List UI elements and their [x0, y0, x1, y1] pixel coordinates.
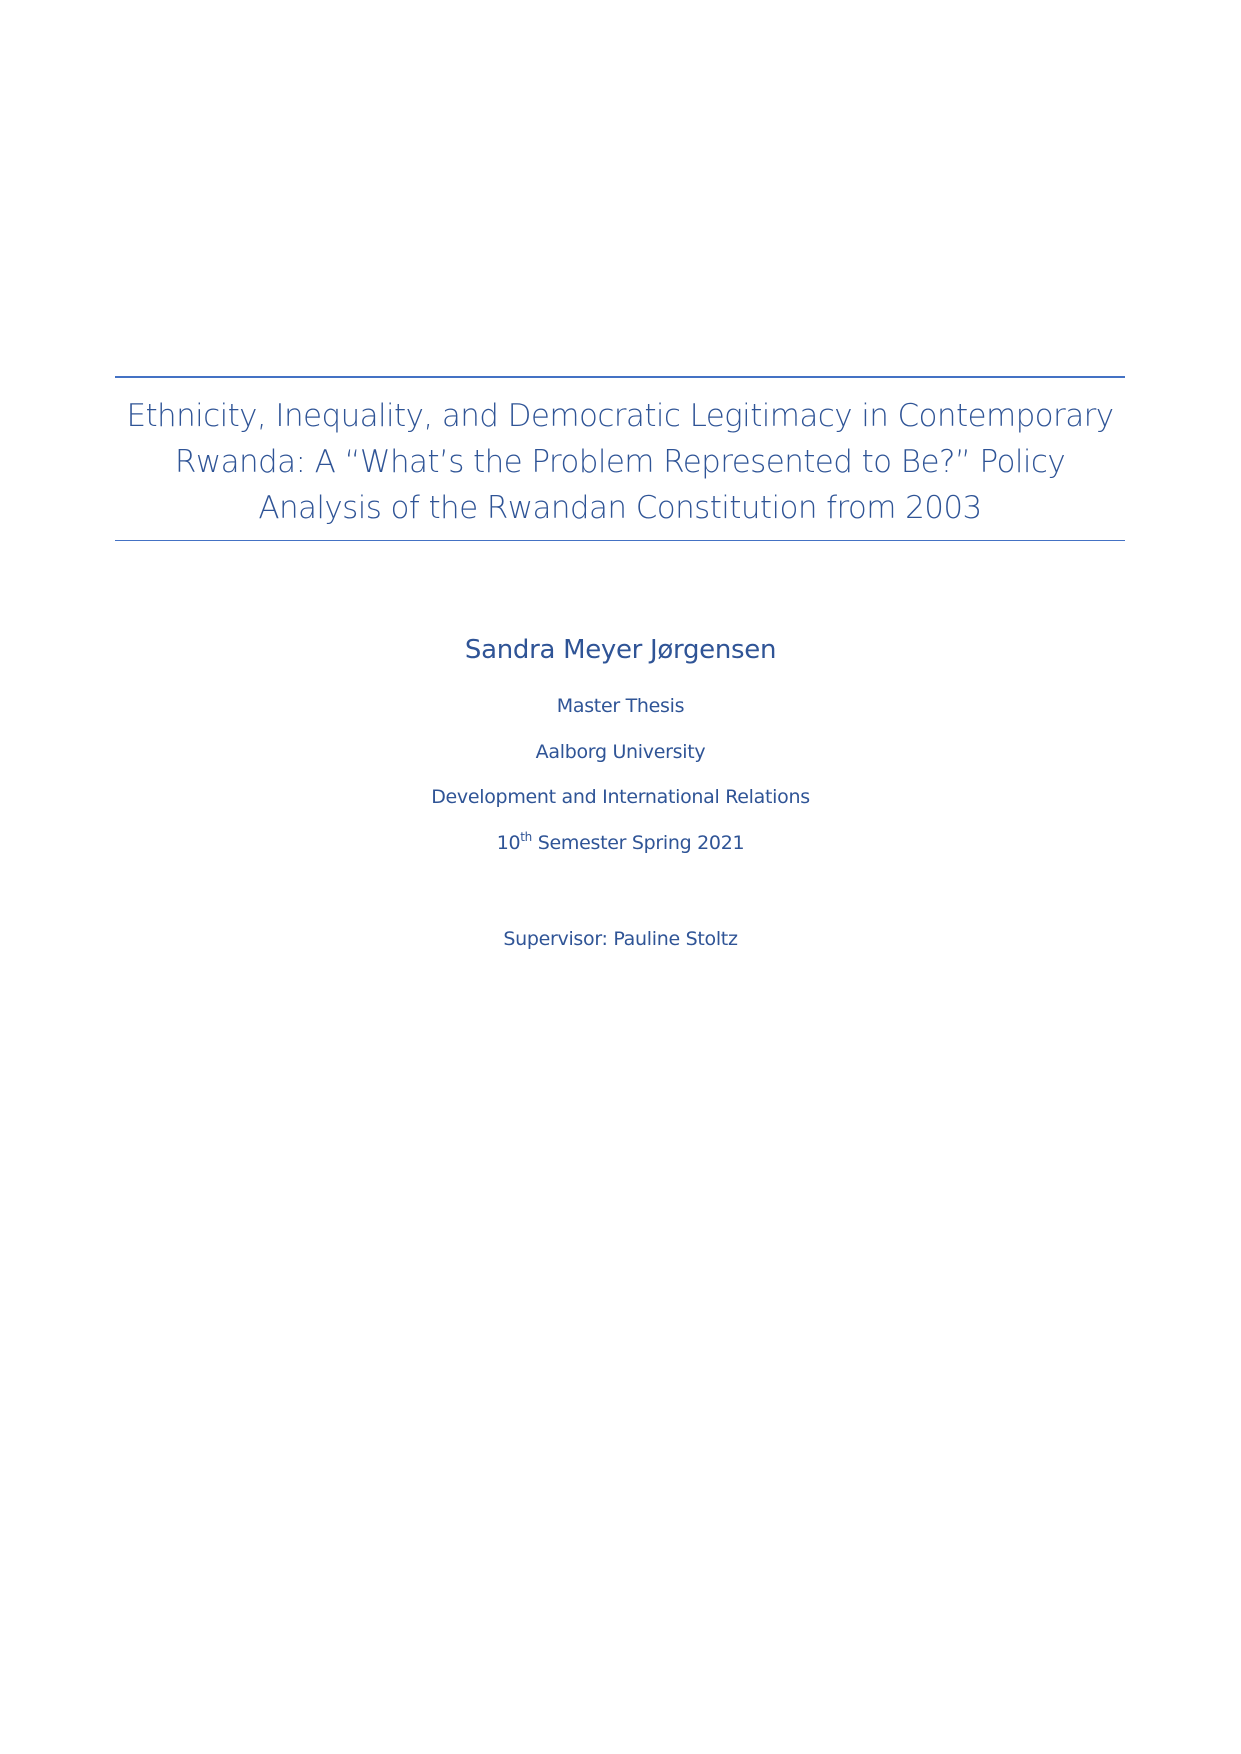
thesis-type: Master Thesis — [556, 695, 685, 717]
thesis-title-line-2: Rwanda: A “What’s the Problem Represented to Be?” Policy — [174, 444, 1066, 480]
thesis-title-block — [115, 376, 1125, 541]
programme-name: Development and International Relations — [431, 786, 810, 808]
semester-info — [0, 829, 1241, 857]
semester-text: Semester Spring 2021 — [532, 832, 745, 854]
thesis-title-line-3: Analysis of the Rwandan Constitution from 2003 — [258, 490, 982, 526]
semester-number: 10 — [496, 832, 521, 854]
university-name: Aalborg University — [535, 741, 706, 763]
thesis-title-line-1: Ethnicity, Inequality, and Democratic Legitimacy in Contemporary — [126, 398, 1114, 434]
semester-ordinal-suffix: th — [520, 830, 532, 844]
author-name: Sandra Meyer Jørgensen — [464, 635, 777, 665]
supervisor: Supervisor: Pauline Stoltz — [503, 928, 738, 950]
